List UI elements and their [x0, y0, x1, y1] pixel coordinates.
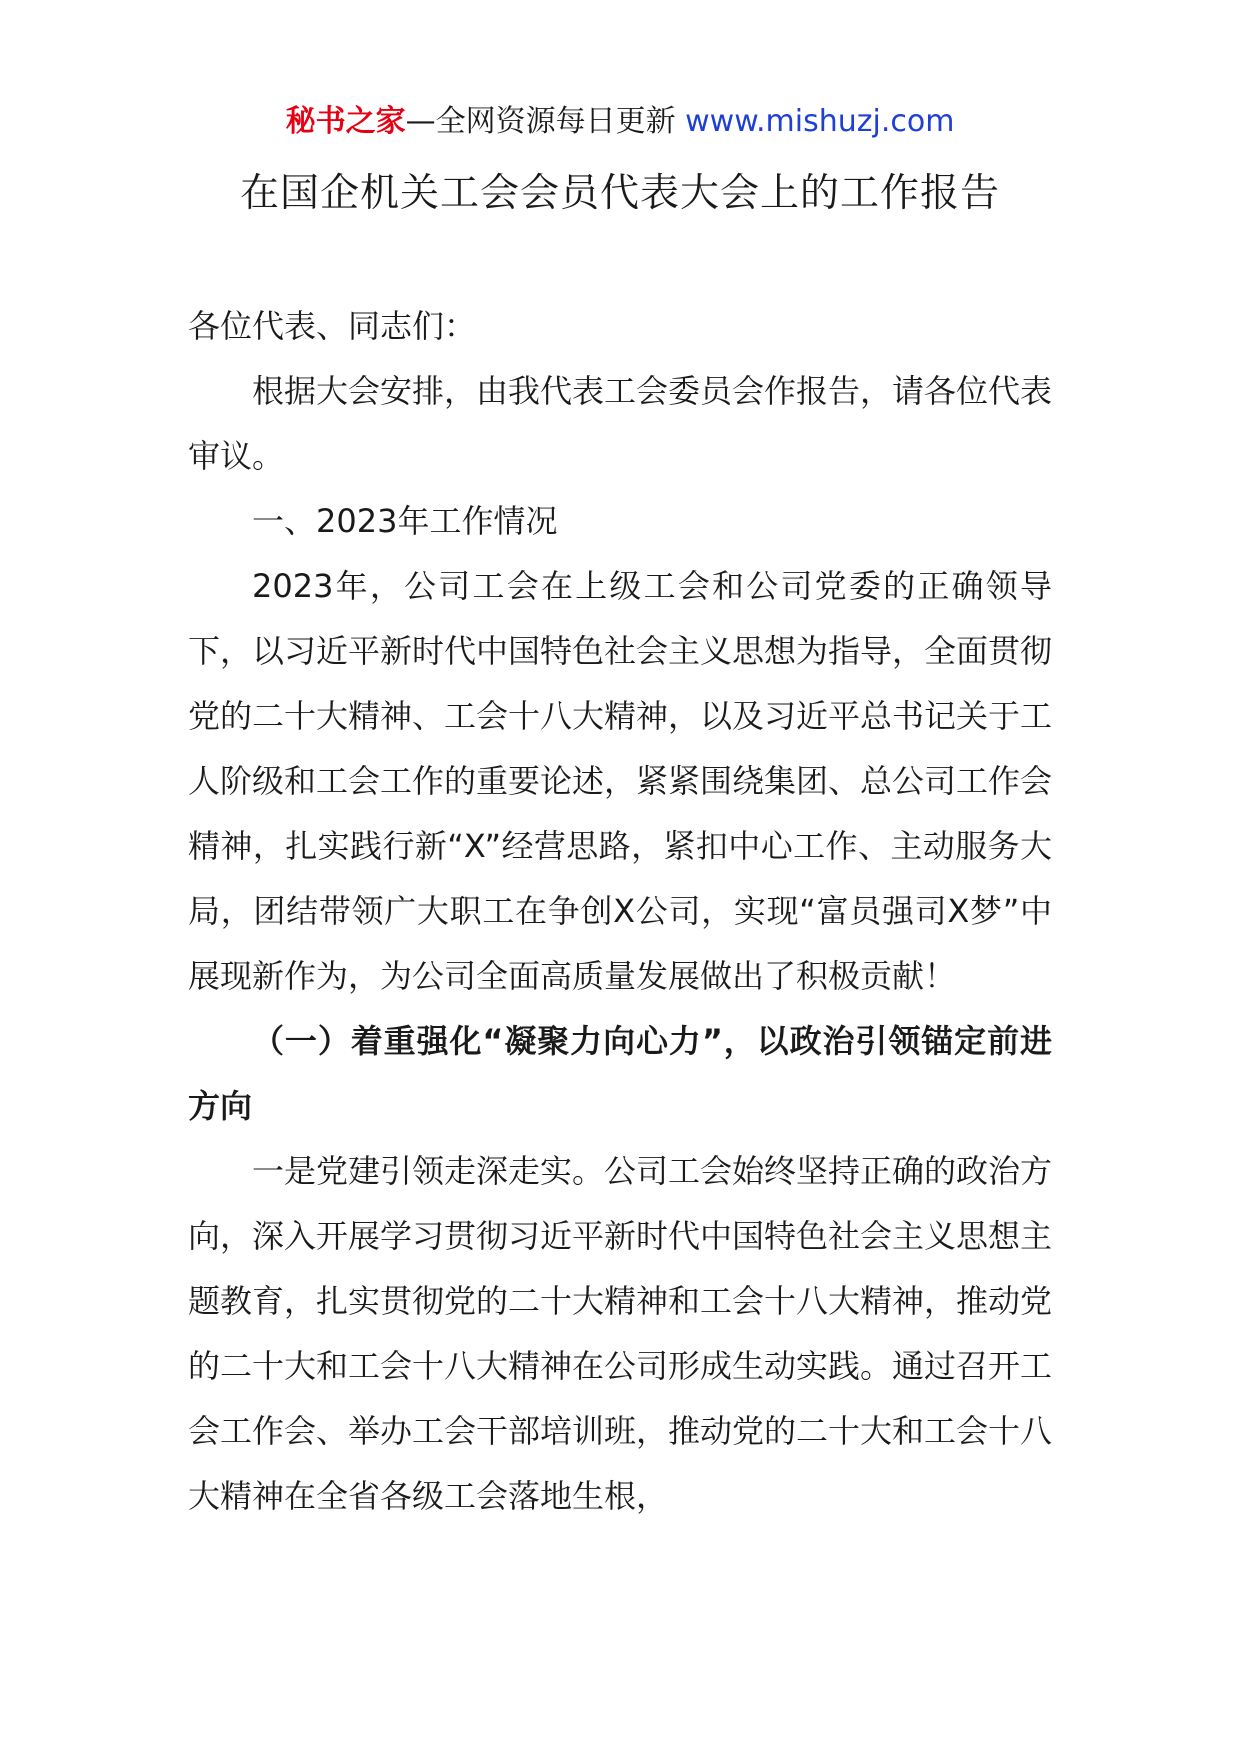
site-url-link[interactable]: www.mishuzj.com [685, 104, 955, 139]
body-paragraph: 一是党建引领走深走实。公司工会始终坚持正确的政治方向，深入开展学习贯彻习近平新时代中国特色社会主义思想主题教育，扎实贯彻党的二十大精神和工会十八大精神，推动党的二十大和工会十八大精神在公司形成生动实践。通过召开工会工作会、举办工会干部培训班，推动党的二十大和工会十八大精神在全省各级工会落地生根， [188, 1152, 1053, 1515]
document-title: 在国企机关工会会员代表大会上的工作报告 [239, 171, 1000, 216]
brand-name: 秘书之家 [285, 104, 406, 139]
site-tagline: —全网资源每日更新 [405, 104, 676, 139]
site-header [0, 100, 1240, 144]
subsection-heading: （一）着重强化“凝聚力向心力”，以政治引领锚定前进方向 [188, 1022, 1052, 1125]
body-paragraph: 2023年，公司工会在上级工会和公司党委的正确领导下，以习近平新时代中国特色社会主义思想为指导，全面贯彻党的二十大精神、工会十八大精神，以及习近平总书记关于工人阶级和工会工作的重要论述，紧紧围绕集团、总公司工作会精神，扎实践行新“X”经营思路，紧扣中心工作、主动服务大局，团结带领广大职工在争创X公司，实现“富员强司X梦”中展现新作为，为公司全面高质量发展做出了积极贡献！ [188, 567, 1053, 995]
salutation: 各位代表、同志们： [188, 307, 477, 345]
document-body [188, 294, 1052, 1529]
section-heading: 一、2023年工作情况 [252, 502, 558, 540]
intro-paragraph: 根据大会安排，由我代表工会委员会作报告，请各位代表审议。 [188, 372, 1053, 475]
